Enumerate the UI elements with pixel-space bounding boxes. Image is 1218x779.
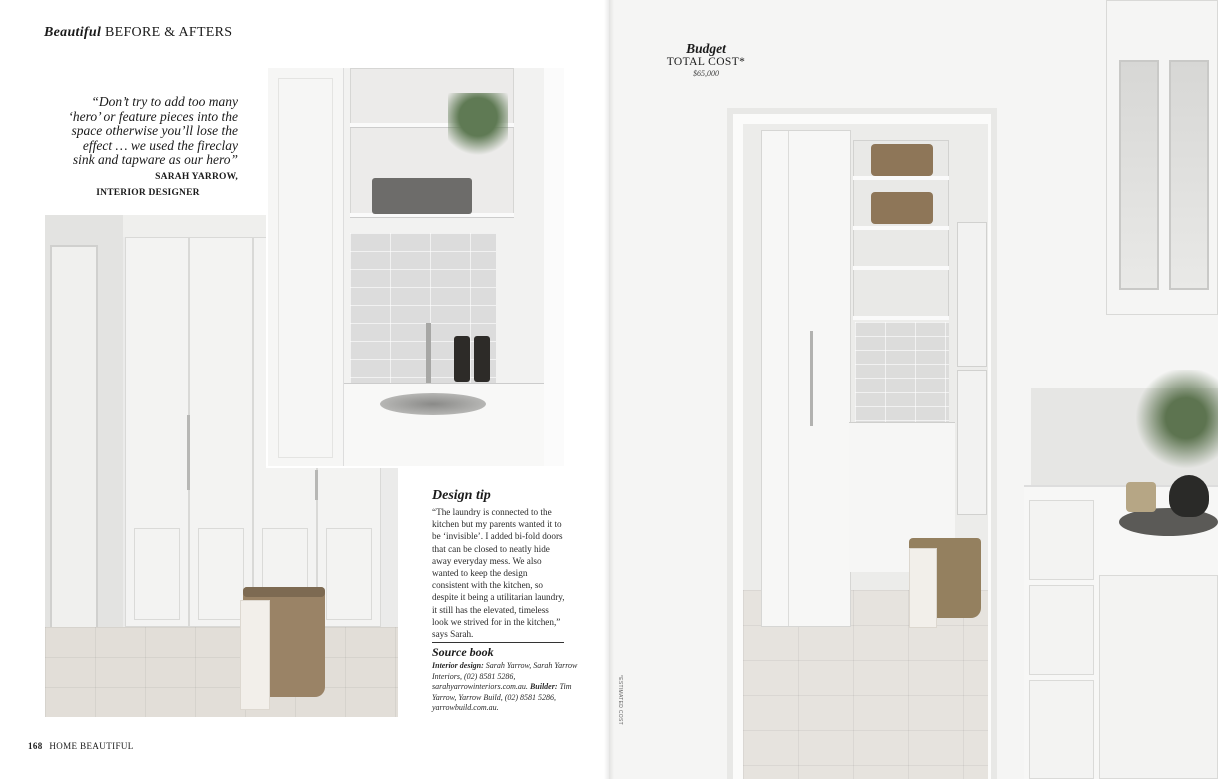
- washing-machine: [957, 370, 987, 515]
- cabinet-door: [189, 237, 253, 627]
- section-title-rest: BEFORE & AFTERS: [104, 25, 233, 40]
- source-interior-text: Sarah Yarrow, Sarah Yarrow Interiors, (02) 8581 5286, sarahyarrowinteriors.com.au.: [432, 661, 578, 692]
- pull-quote: [58, 95, 238, 201]
- budget-label: TOTAL COST*: [666, 56, 746, 68]
- hanging-plant: [448, 93, 508, 173]
- sink-photo: [266, 68, 564, 468]
- divider: [432, 642, 564, 643]
- page-number: 168: [28, 741, 43, 751]
- budget-box: [641, 42, 771, 79]
- kitchen-drawer: [1029, 680, 1094, 779]
- source-interior-label: Interior design:: [432, 661, 484, 670]
- publication-name: HOME BEAUTIFUL: [49, 741, 134, 751]
- budget-title: Budget: [686, 41, 726, 56]
- design-tip: [432, 488, 566, 640]
- kitchen-cupboard: [1099, 575, 1218, 779]
- cabinet-handle: [315, 470, 318, 500]
- budget-value: $65,000: [693, 69, 719, 78]
- potted-plant: [1129, 370, 1218, 490]
- pull-quote-attribution-name: SARAH YARROW,: [155, 171, 238, 182]
- towel: [240, 600, 270, 710]
- shelf: [853, 266, 949, 270]
- folded-towels: [372, 178, 472, 214]
- door-handle: [810, 331, 813, 426]
- tall-cabinet: [268, 68, 344, 468]
- pull-quote-text: “Don’t try to add too many ‘hero’ or feature pieces into the space otherwise you’ll lose the effect … we used the fireclay sink and tapware as our hero”: [68, 94, 238, 167]
- cabinet-handle: [187, 415, 190, 490]
- soap-bottle: [474, 336, 490, 382]
- right-page: [609, 0, 1218, 779]
- section-title: [44, 25, 232, 41]
- towel: [909, 548, 937, 628]
- shelf: [853, 176, 949, 180]
- sink-bowl: [380, 393, 486, 415]
- glass-panel: [1119, 60, 1159, 290]
- corridor-doorway: [50, 245, 98, 645]
- cabinet-door: [125, 237, 189, 627]
- glass-panel: [1169, 60, 1209, 290]
- corridor-floor: [45, 627, 398, 717]
- page-gutter: [604, 0, 614, 779]
- kitchen-drawer: [1029, 500, 1094, 580]
- shelf: [853, 226, 949, 230]
- storage-basket: [871, 192, 933, 224]
- source-book-heading: Source book: [432, 645, 494, 659]
- storage-basket: [871, 144, 933, 176]
- folio: [28, 741, 134, 751]
- source-book: [432, 645, 582, 714]
- source-builder-text: Tim Yarrow, Yarrow Build, (02) 8581 5286, yarrowbuild.com.au.: [432, 682, 572, 713]
- soap-bottle: [454, 336, 470, 382]
- dryer: [957, 222, 987, 367]
- bifold-door: [761, 130, 851, 627]
- estimated-cost-note: *ESTIMATED COST: [617, 675, 623, 725]
- design-tip-body: “The laundry is connected to the kitchen but my parents wanted it to be ‘invisible’. I added bi-fold doors that can be closed to neatly hide away everyday mess. We also wanted to keep the design consistent with the kitchen, so despite it being a utilitarian laundry, it still has the elevated, timeless look we strived for in the kitchen,” says Sarah.: [432, 507, 565, 640]
- kitchen-drawer: [1029, 585, 1094, 675]
- source-book-interior: [432, 661, 582, 714]
- design-tip-heading: Design tip: [432, 488, 491, 503]
- side-cabinet: [544, 68, 564, 468]
- laundry-splashback: [855, 322, 949, 422]
- pull-quote-attribution-role: INTERIOR DESIGNER: [96, 188, 200, 198]
- cup: [1126, 482, 1156, 512]
- teapot: [1169, 475, 1209, 517]
- source-builder-label: Builder:: [529, 682, 558, 692]
- shelf: [853, 316, 949, 320]
- section-title-italic: Beautiful: [44, 25, 102, 40]
